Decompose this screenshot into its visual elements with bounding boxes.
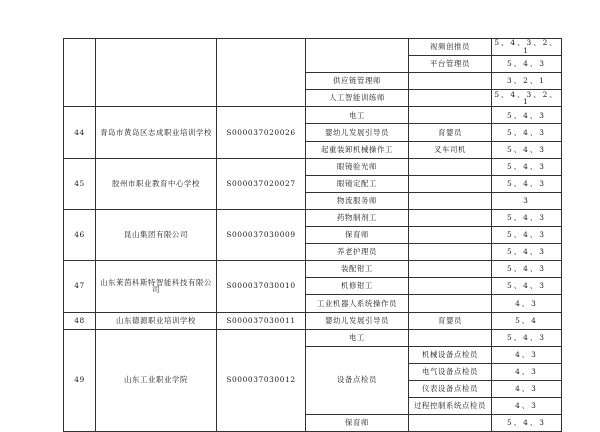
cell-school: 山东德源职业培训学校 xyxy=(96,312,217,329)
cell-sub-occupation xyxy=(409,244,492,261)
cell-no: 46 xyxy=(64,209,96,260)
table-row xyxy=(64,209,562,226)
table-row xyxy=(64,329,562,346)
cell-sub-occupation: 育婴员 xyxy=(409,124,492,141)
table-row xyxy=(64,107,562,124)
cell-occupation: 保育师 xyxy=(306,227,409,244)
cell-occupation: 眼镜定配工 xyxy=(306,175,409,192)
cell-sub-occupation xyxy=(409,209,492,226)
cell-sub-occupation: 育婴员 xyxy=(409,312,492,329)
cell-sub-occupation xyxy=(409,261,492,278)
cell-sub-occupation xyxy=(409,192,492,209)
table-row xyxy=(64,39,562,56)
cell-levels: 3 xyxy=(492,192,562,209)
cell-levels: 5、4、3 xyxy=(492,175,562,192)
cell-levels: 5、4、3 xyxy=(492,158,562,175)
cell-levels: 5、4、3 xyxy=(492,227,562,244)
cell-occupation: 药物制剂工 xyxy=(306,209,409,226)
cell-occupation: 供应链管理师 xyxy=(306,73,409,90)
cell-occupation: 电工 xyxy=(306,107,409,124)
cell-levels: 5、4、3 xyxy=(492,278,562,295)
cell-no xyxy=(64,39,96,107)
table-row xyxy=(64,158,562,175)
cell-school: 昆山集团有限公司 xyxy=(96,209,217,260)
cell-occupation: 电工 xyxy=(306,329,409,346)
cell-code: S000037030009 xyxy=(217,209,306,260)
cell-sub-occupation xyxy=(409,278,492,295)
cell-school: 山东工业职业学院 xyxy=(96,329,217,432)
cell-occupation: 养老护理员 xyxy=(306,244,409,261)
cell-sub-occupation xyxy=(409,295,492,312)
cell-occupation: 婴幼儿发展引导员 xyxy=(306,124,409,141)
cell-levels: 5、4、3 xyxy=(492,141,562,158)
cell-school: 胶州市职业教育中心学校 xyxy=(96,158,217,209)
cell-occupation: 保育师 xyxy=(306,415,409,432)
cell-sub-occupation: 机械设备点检员 xyxy=(409,346,492,363)
cell-occupation xyxy=(306,39,409,73)
cell-code: S000037020026 xyxy=(217,107,306,158)
cell-occupation: 设备点检员 xyxy=(306,346,409,414)
cell-levels: 5、4、3 xyxy=(492,415,562,432)
cell-levels: 5、4、3 xyxy=(492,329,562,346)
cell-levels: 3、2、1 xyxy=(492,73,562,90)
cell-sub-occupation xyxy=(409,329,492,346)
cell-levels: 5、4、3、2、1 xyxy=(492,90,562,107)
cell-sub-occupation: 电气设备点检员 xyxy=(409,363,492,380)
cell-no: 48 xyxy=(64,312,96,329)
cell-code: S000037030011 xyxy=(217,312,306,329)
cell-levels: 5、4 xyxy=(492,312,562,329)
cell-levels: 4、3 xyxy=(492,295,562,312)
table-row xyxy=(64,312,562,329)
cell-occupation: 机修钳工 xyxy=(306,278,409,295)
cell-school: 山东莱茵科斯特智能科技有限公司 xyxy=(96,261,217,312)
cell-no: 49 xyxy=(64,329,96,432)
cell-occupation: 人工智能训练师 xyxy=(306,90,409,107)
table-row xyxy=(64,261,562,278)
cell-code: S000037020027 xyxy=(217,158,306,209)
cell-code: S000037030012 xyxy=(217,329,306,432)
cell-levels: 5、4、3 xyxy=(492,107,562,124)
document-table xyxy=(63,38,562,432)
cell-sub-occupation: 叉车司机 xyxy=(409,141,492,158)
cell-code xyxy=(217,39,306,107)
cell-occupation: 眼镜验光师 xyxy=(306,158,409,175)
cell-no: 45 xyxy=(64,158,96,209)
cell-occupation: 装配钳工 xyxy=(306,261,409,278)
cell-levels: 4、3 xyxy=(492,380,562,397)
cell-occupation: 起重装卸机械操作工 xyxy=(306,141,409,158)
cell-code: S000037030010 xyxy=(217,261,306,312)
cell-sub-occupation: 平台管理员 xyxy=(409,56,492,73)
cell-occupation: 婴幼儿发展引导员 xyxy=(306,312,409,329)
cell-sub-occupation xyxy=(409,73,492,90)
cell-occupation: 物流服务师 xyxy=(306,192,409,209)
cell-levels: 4、3 xyxy=(492,346,562,363)
cell-sub-occupation: 过程控制系统点检员 xyxy=(409,397,492,414)
cell-levels: 5、4、3 xyxy=(492,244,562,261)
cell-levels: 4、3 xyxy=(492,397,562,414)
cell-levels: 5、4、3 xyxy=(492,261,562,278)
cell-levels: 4、3 xyxy=(492,363,562,380)
cell-occupation: 工业机器人系统操作员 xyxy=(306,295,409,312)
cell-sub-occupation xyxy=(409,227,492,244)
cell-sub-occupation: 仪表设备点检员 xyxy=(409,380,492,397)
cell-sub-occupation xyxy=(409,415,492,432)
cell-levels: 5、4、3 xyxy=(492,124,562,141)
cell-no: 47 xyxy=(64,261,96,312)
cell-sub-occupation: 视频创推员 xyxy=(409,39,492,56)
cell-no: 44 xyxy=(64,107,96,158)
cell-levels: 5、4、3、2、1 xyxy=(492,39,562,56)
cell-school xyxy=(96,39,217,107)
cell-sub-occupation xyxy=(409,90,492,107)
cell-levels: 5、4、3 xyxy=(492,56,562,73)
cell-school: 青岛市黄岛区志成职业培训学校 xyxy=(96,107,217,158)
cell-sub-occupation xyxy=(409,107,492,124)
cell-levels: 5、4、3 xyxy=(492,209,562,226)
cell-sub-occupation xyxy=(409,158,492,175)
cell-sub-occupation xyxy=(409,175,492,192)
